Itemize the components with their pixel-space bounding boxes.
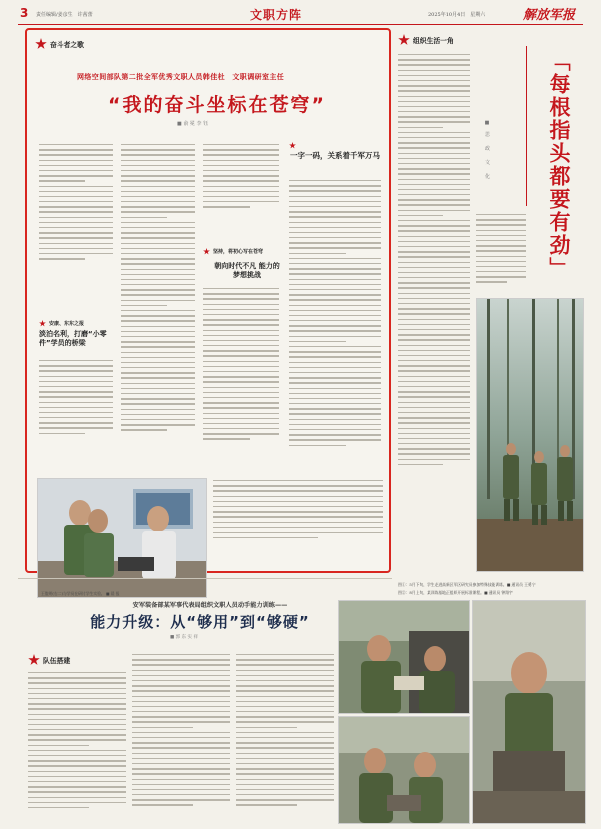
bottom-photo-2-illustration — [473, 601, 585, 823]
org-vertical-headline: 「每根指头都要有劲」 — [547, 50, 571, 280]
star-icon — [39, 320, 46, 327]
bottom-story-divider — [18, 578, 392, 579]
lead-subhead-2: 朝向时代不凡 能力的梦想挑战 — [214, 262, 280, 279]
section-title: 文职方阵 — [250, 8, 303, 22]
masthead-rule — [18, 24, 583, 25]
lead-kicker: 网络空间部队第二批全军优秀文职人员韩佳杜 文职调研室主任 — [77, 72, 292, 81]
bottom-photo-1 — [338, 600, 470, 714]
lead-photo-caption: 王俊明(右二)与学员在研讨学生实验。 ■ 晨 报 — [41, 591, 120, 596]
star-icon — [28, 654, 40, 666]
lead-column-2 — [121, 144, 195, 474]
bottom-photo-2 — [472, 600, 586, 824]
lead-subhead-1-text: 淡泊名利，打磨“小零件”学员的桥梁 — [39, 330, 107, 347]
org-vertical-rule — [526, 46, 527, 206]
star-icon — [35, 38, 47, 50]
lead-subhead-4-text: 一字一码，关系着千军万马 — [290, 151, 380, 160]
lead-story-box — [25, 28, 391, 596]
org-photo — [476, 298, 584, 572]
org-photo-illustration — [477, 299, 583, 571]
org-byline: ■ 思 政 文 化 — [484, 120, 490, 181]
lead-subhead-4-tag — [289, 142, 381, 149]
bottom-photo-1-illustration — [339, 601, 469, 713]
lead-section-tag: 奋斗者之歌 — [35, 38, 84, 50]
lead-subhead-3 — [203, 248, 283, 255]
bottom-headline: 能力升级：从“够用”到“够硬” — [90, 613, 310, 631]
page-number: 3 — [20, 6, 29, 20]
bottom-column-2 — [132, 654, 230, 822]
star-icon — [203, 248, 210, 255]
newspaper-logo: 解放军报 — [523, 8, 576, 23]
masthead — [0, 0, 601, 26]
org-photo-caption-1: 图①：5月下旬，学生走进高新区军区研究员参加特殊技能训练。■ 通讯员 王勇宁 — [398, 582, 536, 587]
lead-photo — [37, 478, 207, 598]
page-date: 2025年10月4日 星期六 — [428, 12, 486, 18]
bottom-photo-3 — [338, 716, 470, 824]
lead-headline: “我的奋斗坐标在苍穹” — [108, 94, 326, 116]
lead-column-3b — [203, 288, 279, 474]
lead-subhead-4 — [289, 142, 381, 161]
org-photo-caption-2: 图②：8月上旬，某训练基地正组织开展标准课程。■ 通讯员 钟翔宇 — [398, 590, 513, 595]
bottom-column-3 — [236, 654, 334, 822]
org-column-1 — [398, 54, 470, 474]
lead-subhead-1 — [39, 320, 115, 348]
bottom-section-tag: 队伍搭建 — [28, 654, 70, 666]
bottom-column-1 — [28, 672, 126, 822]
lead-column-3a — [203, 144, 279, 244]
lead-subhead-1-tag: 安康、东东之报 — [39, 320, 115, 327]
bottom-kicker: 安军装备部某军事代表局组织文职人员动手能力训练—— — [132, 602, 288, 609]
org-section-tag: 组织生活一角 — [398, 34, 454, 46]
lead-photo-illustration — [38, 479, 206, 597]
bottom-photo-3-illustration — [339, 717, 469, 823]
lead-byline: ■ 俞 冕 李 钰 — [177, 121, 209, 127]
bottom-byline: ■ 郭 东 实 祥 — [170, 635, 198, 640]
lead-subhead-3-tag: 坚持，将初心写在苍穹 — [203, 248, 283, 255]
lead-column-1b — [39, 360, 113, 470]
star-icon — [398, 34, 410, 46]
star-icon — [289, 142, 296, 149]
lead-column-4 — [289, 180, 381, 474]
page-editors: 责任编辑/姜彦生 许茜蕾 — [36, 12, 93, 18]
lead-column-1a — [39, 144, 113, 304]
lead-column-lower — [213, 480, 383, 560]
org-column-2 — [476, 214, 526, 294]
